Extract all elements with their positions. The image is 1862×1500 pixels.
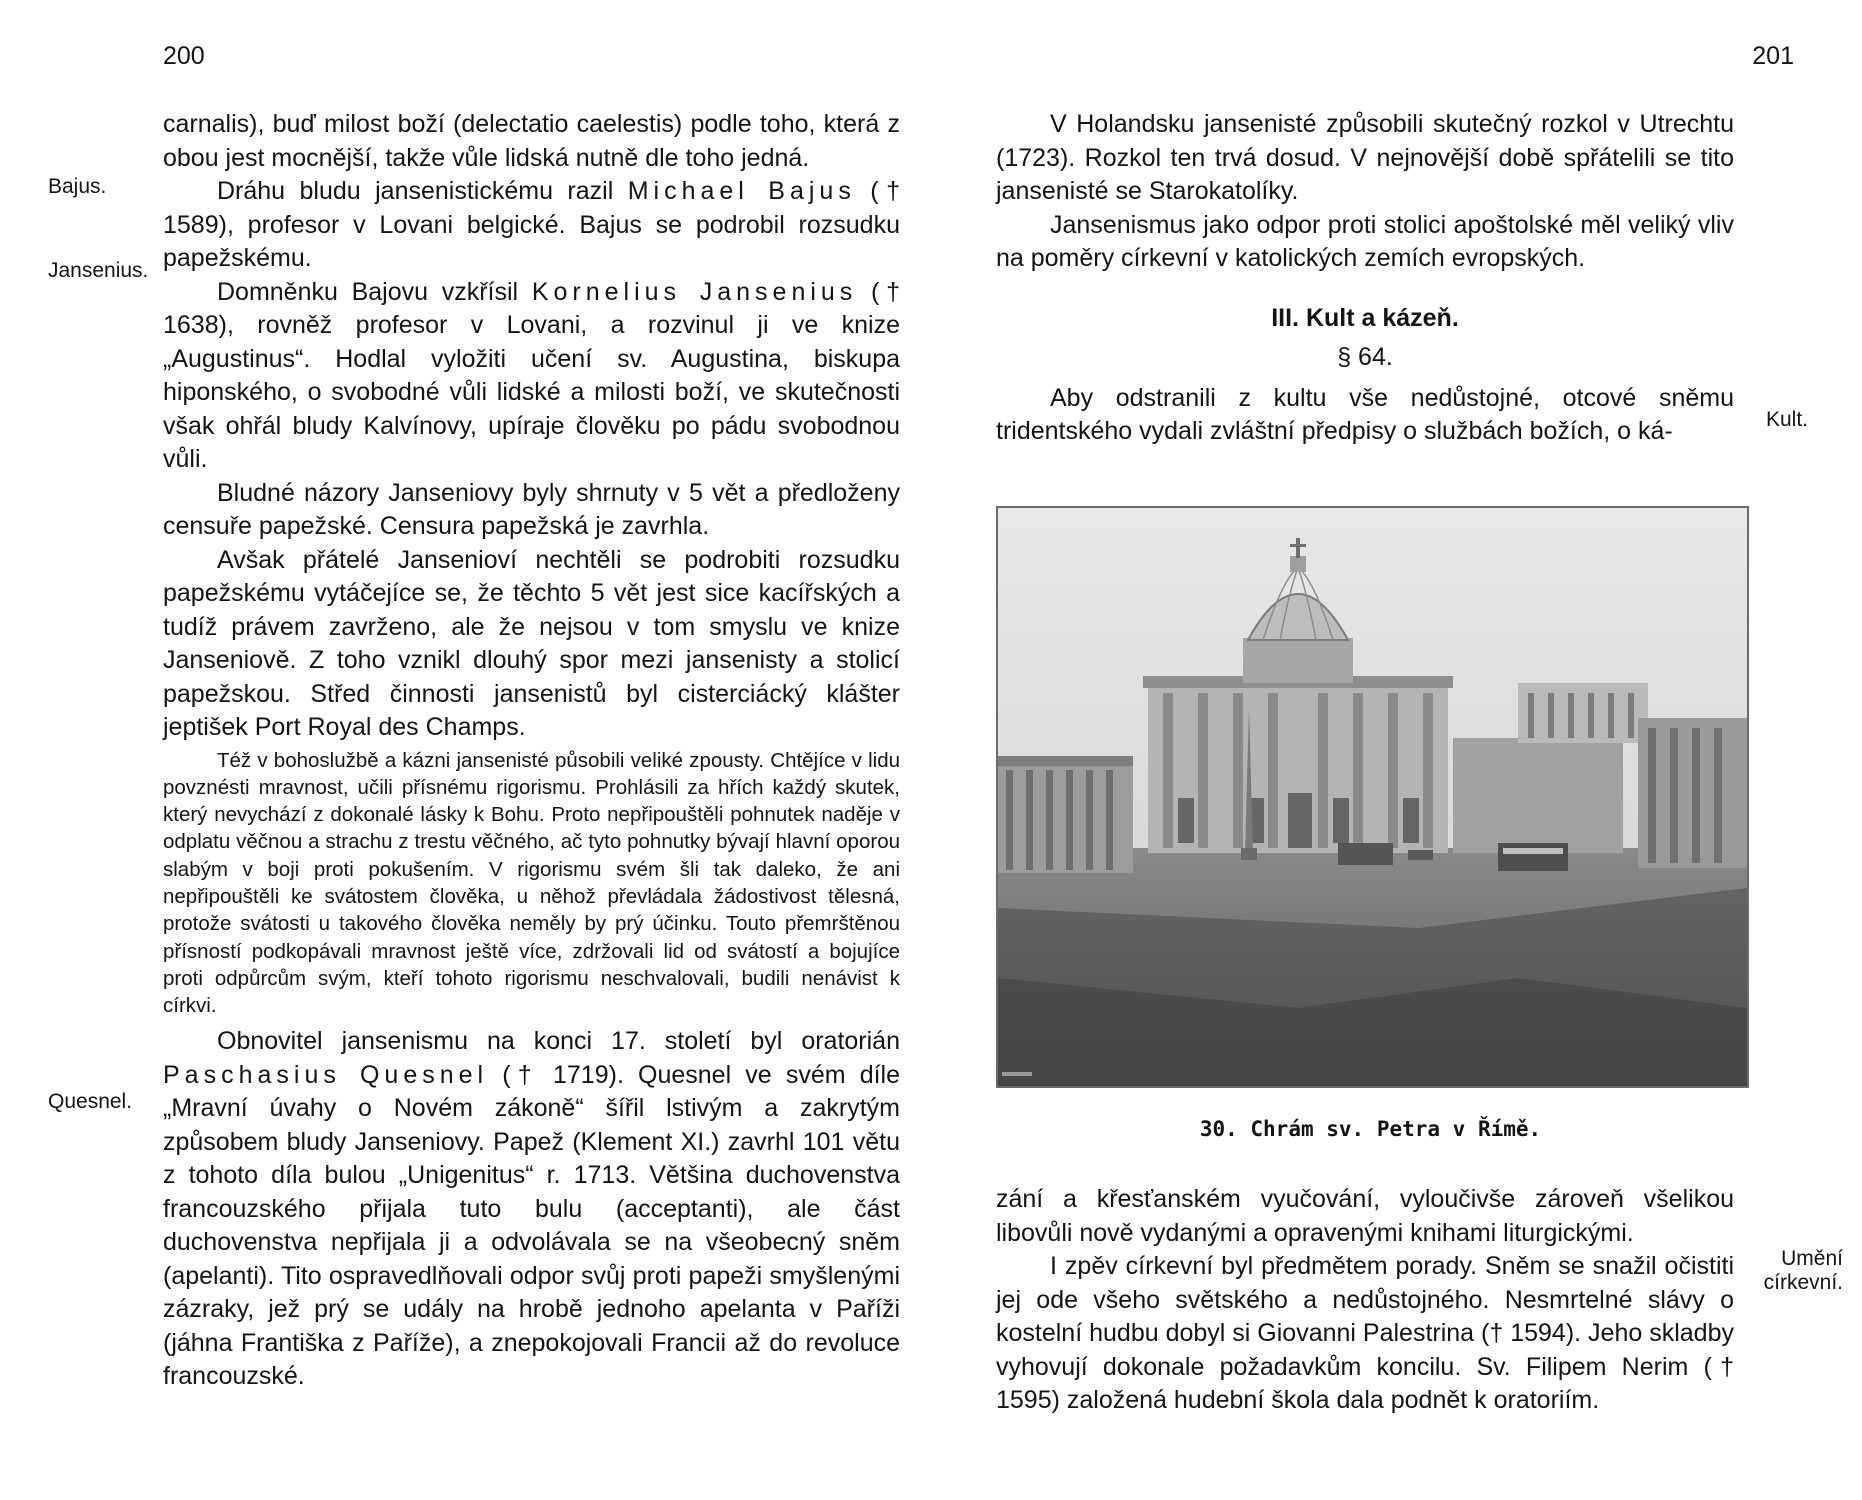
section-heading: III. Kult a kázeň. [1271, 303, 1459, 332]
right-page [931, 0, 1862, 1500]
paragraph-text: Dráhu bludu jansenistickému razil [217, 177, 628, 205]
right-text-column [996, 108, 1734, 449]
paragraph: zání a křesťanském vyučování, vyloučivše zároveň všelikou libovůli nově vydanými a opravenými knihami liturgickými. [996, 1185, 1734, 1247]
basilica-illustration [998, 508, 1747, 1086]
person-name: Kornelius Jansenius [531, 277, 858, 306]
paragraph: Aby odstranili z kultu vše nedůstojné, otcové sněmu tridentského vydali zvláštní předpisy o službách božích, o ká- [996, 383, 1734, 445]
margin-note-jansenius: Jansenius. [48, 259, 149, 282]
paragraph-text: Domněnku Bajovu vzkřísil [217, 277, 532, 306]
figure-caption: 30. Chrám sv. Petra v Římě. [1199, 1117, 1542, 1141]
paragraph-jansenius [163, 276, 900, 477]
paragraph: Jansenismus jako odpor proti stolici apoštolské měl veliký vliv na poměry církevní v katolických zemích evropských. [996, 210, 1734, 272]
right-text-continued [996, 1183, 1734, 1418]
margin-note-bajus: Bajus. [48, 175, 107, 198]
left-text-column [163, 108, 900, 1394]
page-number-left: 200 [163, 42, 205, 70]
section-number: § 64. [1337, 342, 1393, 371]
paragraph-small-print: Též v bohoslužbě a kázni jansenisté působili veliké zpousty. Chtějíce v lidu povznésti mravnost, učili přísnému rigorismu. Prohlásili za hřích každý skutek, který nevychází z dokonalé lásky k Bohu. Proto nepřipouštěli pohnutek naděje v odplatu věčnou a strachu z trestu věčného, ač tyto pohnutky bývají hlavní oporou slabým v boji proti pokušením. V rigorismu svém šli tak daleko, že ani nepřipouštěli ke svátostem člověka, u něhož převládala žádostivost tělesná, protože svátosti u takového člověka neměly by prý účinku. Touto přemrštěnou přísností podkopávali mravnost ještě více, zdržovali lid od svátostí a bojujíce proti odpůrcům svým, kteří tohoto rigorismu neschvalovali, budili nenávist k církvi. [163, 748, 900, 1018]
person-name: Paschasius Quesnel [163, 1060, 489, 1089]
margin-note-umeni [1753, 1247, 1843, 1295]
margin-note-quesnel: Quesnel. [48, 1090, 133, 1113]
paragraph-text: († 1589), profesor v Lovani belgické. Bajus se podrobil rozsudku papežskému. [163, 177, 900, 272]
paragraph-text: Obnovitel jansenismu na konci 17. století byl oratorián [217, 1027, 900, 1056]
page-number-right: 201 [1752, 42, 1794, 70]
paragraph: I zpěv církevní byl předmětem porady. Sněm se snažil očistiti jej ode všeho světského a nedůstojného. Nesmrtelné slávy o kostelní hudbu dobyl si Giovanni Palestrina († 1594). Jeho skladby vyhovují dokonale požadavkům koncilu. Sv. Filipem Nerim († 1595) založená hudební škola dala podnět k oratoriím. [996, 1252, 1734, 1414]
paragraph: carnalis), buď milost boží (delectatio caelestis) podle toho, která z obou jest mocnější, takže vůle lidská nutně dle toho jedná. [163, 110, 900, 172]
paragraph-quesnel [163, 1025, 900, 1394]
margin-note-line: Umění [1781, 1247, 1843, 1270]
paragraph-bajus [163, 175, 900, 276]
paragraph-text: († 1719). Quesnel ve svém díle „Mravní úvahy o Novém zákoně“ šířil lstivým a zakrytým způsobem bludy Janseniovy. Papež (Klement XI.) zavrhl 101 větu z tohoto díla bulou „Unigenitus“ r. 1713. Většina duchovenstva francouzského přijala tuto bulu (acceptanti), ale část duchovenstva nepřijala ji a odvolávala se na všeobecný sněm (apelanti). Tito ospravedlňovali odpor svůj proti papeži smyšlenými zázraky, jež prý se udály na hrobě jednoho apelanta v Paříži (jáhna Františka z Paříže), a znepokojovali Francii až do revoluce francouzské. [163, 1060, 900, 1391]
st-peters-photo [996, 506, 1749, 1088]
paragraph: V Holandsku jansenisté způsobili skutečný rozkol v Utrechtu (1723). Rozkol ten trvá dosud. V nejnovější době spřátelili se tito jansenisté se Starokatolíky. [996, 110, 1734, 205]
margin-note-line: církevní. [1763, 1271, 1843, 1294]
margin-note-kult: Kult. [1766, 408, 1809, 431]
paragraph: Avšak přátelé Jansenioví nechtěli se podrobiti rozsudku papežskému vytáčejíce se, že těchto 5 vět jest sice kacířských a tudíž právem zavrženo, ale že nejsou v tom smyslu ve knize Janseniově. Z toho vznikl dlouhý spor mezi jansenisty a stolicí papežskou. Střed činnosti jansenistů byl cisterciácký klášter jeptišek Port Royal des Champs. [163, 545, 900, 741]
person-name: Michael Bajus [627, 177, 856, 205]
paragraph: Bludné názory Janseniovy byly shrnuty v 5 vět a předloženy censuře papežské. Censura papežská je zavrhla. [163, 478, 900, 540]
paragraph-text: († 1638), rovněž profesor v Lovani, a rozvinul ji ve knize „Augustinus“. Hodlal vyložiti učení sv. Augustina, biskupa hiponského, o svobodné vůli lidské a milosti boží, ve skutečnosti však ohřál bludy Kalvínovy, upíraje člověku po pádu svobodnou vůli. [163, 277, 900, 473]
